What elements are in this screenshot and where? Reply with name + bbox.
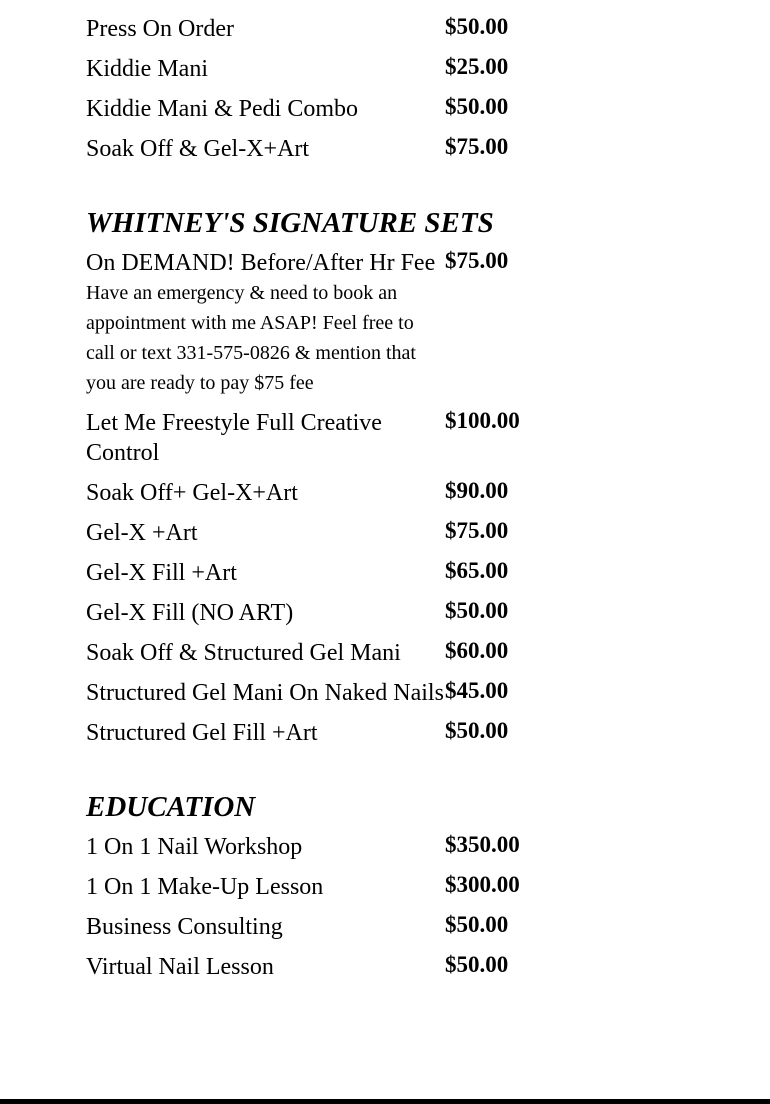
service-name: Soak Off+ Gel-X+Art	[86, 480, 298, 506]
service-name: Structured Gel Mani On Naked Nails	[86, 680, 444, 706]
service-name: Press On Order	[86, 16, 234, 42]
service-item[interactable]	[86, 130, 546, 170]
service-description: Have an emergency & need to book an appointment with me ASAP! Feel free to call or text 331-575-0826 & mention that you are ready to pay $75 fee	[86, 282, 416, 394]
service-item[interactable]	[86, 514, 546, 554]
service-price: $90.00	[445, 478, 509, 503]
service-price: $60.00	[445, 638, 509, 663]
service-price: $50.00	[445, 14, 509, 39]
service-item[interactable]	[86, 714, 546, 754]
section-title: EDUCATION	[86, 791, 256, 823]
service-name: 1 On 1 Nail Workshop	[86, 834, 303, 860]
service-item[interactable]	[86, 244, 546, 404]
service-price: $25.00	[445, 54, 509, 79]
service-item[interactable]	[86, 10, 546, 50]
service-item[interactable]	[86, 674, 546, 714]
service-name: Gel-X Fill +Art	[86, 560, 237, 586]
service-name: Gel-X +Art	[86, 520, 198, 546]
service-item[interactable]	[86, 90, 546, 130]
service-price: $100.00	[445, 408, 520, 433]
service-name: Virtual Nail Lesson	[86, 954, 274, 980]
service-item[interactable]	[86, 948, 546, 988]
service-name: Kiddie Mani & Pedi Combo	[86, 96, 358, 122]
service-price: $350.00	[445, 832, 520, 857]
service-price: $50.00	[445, 598, 509, 623]
service-price: $50.00	[445, 952, 509, 977]
service-price: $50.00	[445, 912, 509, 937]
service-item[interactable]	[86, 828, 546, 868]
service-price: $45.00	[445, 678, 509, 703]
service-item[interactable]	[86, 594, 546, 634]
service-item[interactable]	[86, 908, 546, 948]
service-name: Gel-X Fill (NO ART)	[86, 600, 294, 626]
section-title: WHITNEY'S SIGNATURE SETS	[86, 207, 494, 239]
service-price: $75.00	[445, 518, 509, 543]
service-item[interactable]	[86, 554, 546, 594]
service-name: 1 On 1 Make-Up Lesson	[86, 874, 324, 900]
service-price: $50.00	[445, 718, 509, 743]
service-name: Business Consulting	[86, 914, 283, 940]
service-item[interactable]	[86, 634, 546, 674]
section-general-services	[86, 10, 546, 170]
service-price: $300.00	[445, 872, 520, 897]
bottom-divider	[0, 1099, 770, 1104]
service-name: Kiddie Mani	[86, 56, 208, 82]
service-item[interactable]	[86, 474, 546, 514]
service-name: Structured Gel Fill +Art	[86, 720, 318, 746]
service-name: Soak Off & Gel-X+Art	[86, 136, 310, 162]
service-price: $75.00	[445, 134, 509, 159]
service-name: On DEMAND! Before/After Hr Fee	[86, 250, 436, 276]
service-price: $65.00	[445, 558, 509, 583]
service-menu	[86, 10, 546, 988]
service-price: $75.00	[445, 248, 509, 273]
service-item[interactable]	[86, 404, 546, 474]
service-item[interactable]	[86, 50, 546, 90]
section-education	[86, 789, 546, 988]
section-signature-sets	[86, 205, 546, 754]
service-price: $50.00	[445, 94, 509, 119]
service-name: Soak Off & Structured Gel Mani	[86, 640, 401, 666]
service-item[interactable]	[86, 868, 546, 908]
service-name: Let Me Freestyle Full Creative Control	[86, 410, 382, 466]
